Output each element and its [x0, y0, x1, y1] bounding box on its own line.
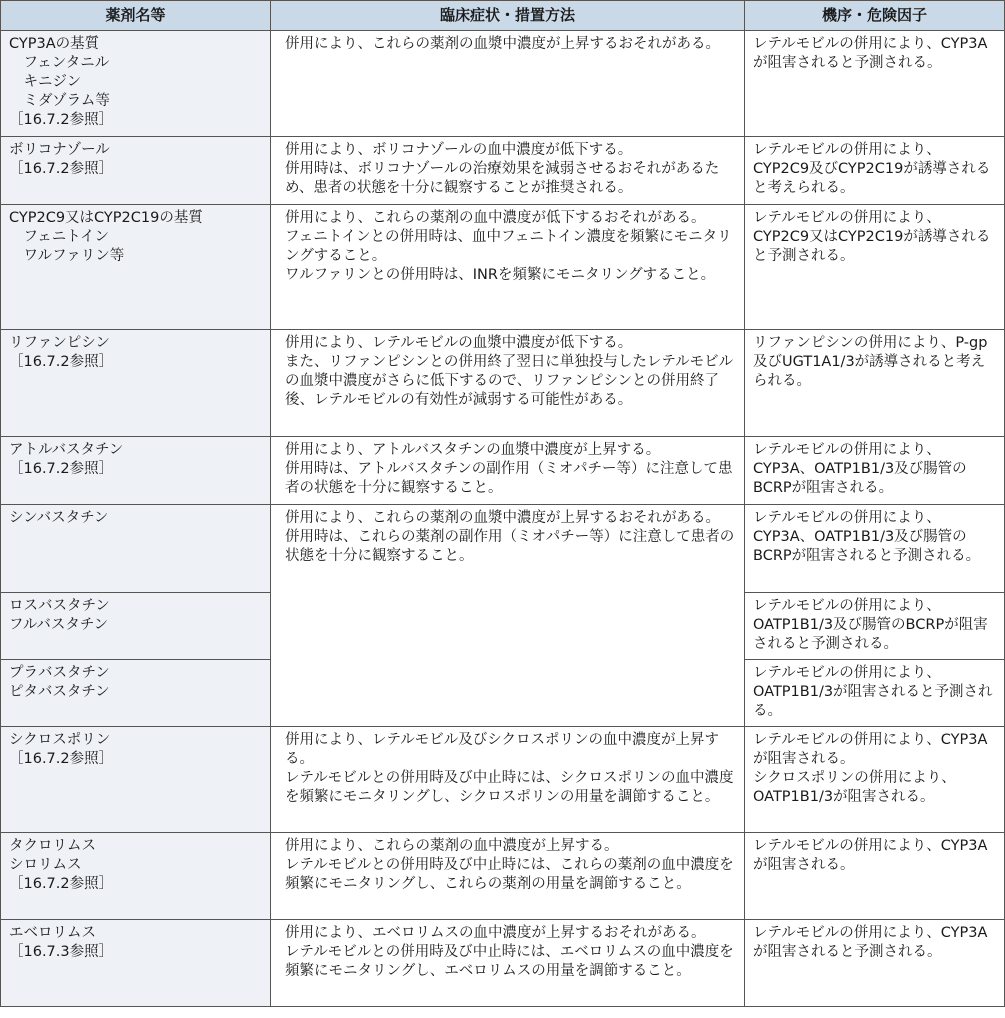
drug-name-cell: シンバスタチン: [1, 505, 271, 593]
mechanism-cell: レテルモビルの併用により、CYP3A、OATP1B1/3及び腸管のBCRPが阻害される。: [745, 437, 1005, 505]
mechanism-cell: レテルモビルの併用により、CYP3Aが阻害される。 シクロスポリンの併用により、OATP1B1/3が阻害される。: [745, 727, 1005, 833]
clinical-cell-statin-group: 併用により、これらの薬剤の血漿中濃度が上昇するおそれがある。 併用時は、これらの薬剤の副作用（ミオパチー等）に注意して患者の状態を十分に観察すること。: [271, 505, 745, 727]
clinical-cell: 併用により、これらの薬剤の血中濃度が低下するおそれがある。 フェニトインとの併用時は、血中フェニトイン濃度を頻繁にモニタリングすること。 ワルファリンとの併用時は、INRを頻繁にモニタリングすること。: [271, 205, 745, 330]
clinical-cell: 併用により、レテルモビル及びシクロスポリンの血中濃度が上昇する。 レテルモビルとの併用時及び中止時には、シクロスポリンの血中濃度を頻繁にモニタリングし、シクロスポリンの用量を調節すること。: [271, 727, 745, 833]
table-header-row: [1, 1, 1005, 31]
table-row: [1, 833, 1005, 920]
header-mechanism: 機序・危険因子: [745, 1, 1005, 31]
clinical-cell: 併用により、これらの薬剤の血漿中濃度が上昇するおそれがある。: [271, 31, 745, 137]
mechanism-cell: レテルモビルの併用により、CYP3Aが阻害されると予測される。: [745, 31, 1005, 137]
drug-name-cell: エベロリムス ［16.7.3参照］: [1, 920, 271, 1007]
header-drug-name: 薬剤名等: [1, 1, 271, 31]
table-row: [1, 920, 1005, 1007]
clinical-cell: 併用により、レテルモビルの血漿中濃度が低下する。 また、リファンピシンとの併用終了翌日に単独投与したレテルモビルの血漿中濃度がさらに低下するので、リファンピシンとの併用終了後、レテルモビルの有効性が減弱する可能性がある。: [271, 330, 745, 437]
clinical-cell: 併用により、アトルバスタチンの血漿中濃度が上昇する。 併用時は、アトルバスタチンの副作用（ミオパチー等）に注意して患者の状態を十分に観察すること。: [271, 437, 745, 505]
table-row: [1, 505, 1005, 593]
clinical-cell: 併用により、エベロリムスの血中濃度が上昇するおそれがある。 レテルモビルとの併用時及び中止時には、エベロリムスの血中濃度を頻繁にモニタリングし、エベロリムスの用量を調節すること。: [271, 920, 745, 1007]
mechanism-cell: レテルモビルの併用により、CYP3Aが阻害されると予測される。: [745, 920, 1005, 1007]
mechanism-cell: レテルモビルの併用により、OATP1B1/3及び腸管のBCRPが阻害されると予測される。: [745, 593, 1005, 660]
drug-name-cell: ロスバスタチン フルバスタチン: [1, 593, 271, 660]
mechanism-cell: レテルモビルの併用により、CYP3A、OATP1B1/3及び腸管のBCRPが阻害されると予測される。: [745, 505, 1005, 593]
drug-name-cell: プラバスタチン ピタバスタチン: [1, 660, 271, 727]
table-row: [1, 31, 1005, 137]
clinical-cell: 併用により、ボリコナゾールの血中濃度が低下する。 併用時は、ボリコナゾールの治療効果を減弱させるおそれがあるため、患者の状態を十分に観察することが推奨される。: [271, 137, 745, 205]
header-clinical-symptoms: 臨床症状・措置方法: [271, 1, 745, 31]
drug-name-cell: ボリコナゾール ［16.7.2参照］: [1, 137, 271, 205]
drug-name-cell: リファンピシン ［16.7.2参照］: [1, 330, 271, 437]
drug-name-cell: CYP3Aの基質 フェンタニル キニジン ミダゾラム等 ［16.7.2参照］: [1, 31, 271, 137]
table-row: [1, 330, 1005, 437]
mechanism-cell: リファンピシンの併用により、P-gp及びUGT1A1/3が誘導されると考えられる。: [745, 330, 1005, 437]
drug-name-cell: アトルバスタチン ［16.7.2参照］: [1, 437, 271, 505]
drug-name-cell: タクロリムス シロリムス ［16.7.2参照］: [1, 833, 271, 920]
clinical-cell: 併用により、これらの薬剤の血中濃度が上昇する。 レテルモビルとの併用時及び中止時には、これらの薬剤の血中濃度を頻繁にモニタリングし、これらの薬剤の用量を調節すること。: [271, 833, 745, 920]
table-row: [1, 137, 1005, 205]
mechanism-cell: レテルモビルの併用により、OATP1B1/3が阻害されると予測される。: [745, 660, 1005, 727]
table-row: [1, 727, 1005, 833]
table-row: [1, 205, 1005, 330]
mechanism-cell: レテルモビルの併用により、CYP2C9又はCYP2C19が誘導されると予測される。: [745, 205, 1005, 330]
mechanism-cell: レテルモビルの併用により、CYP3Aが阻害される。: [745, 833, 1005, 920]
drug-name-cell: CYP2C9又はCYP2C19の基質 フェニトイン ワルファリン等: [1, 205, 271, 330]
drug-name-cell: シクロスポリン ［16.7.2参照］: [1, 727, 271, 833]
mechanism-cell: レテルモビルの併用により、CYP2C9及びCYP2C19が誘導されると考えられる。: [745, 137, 1005, 205]
table-row: [1, 437, 1005, 505]
